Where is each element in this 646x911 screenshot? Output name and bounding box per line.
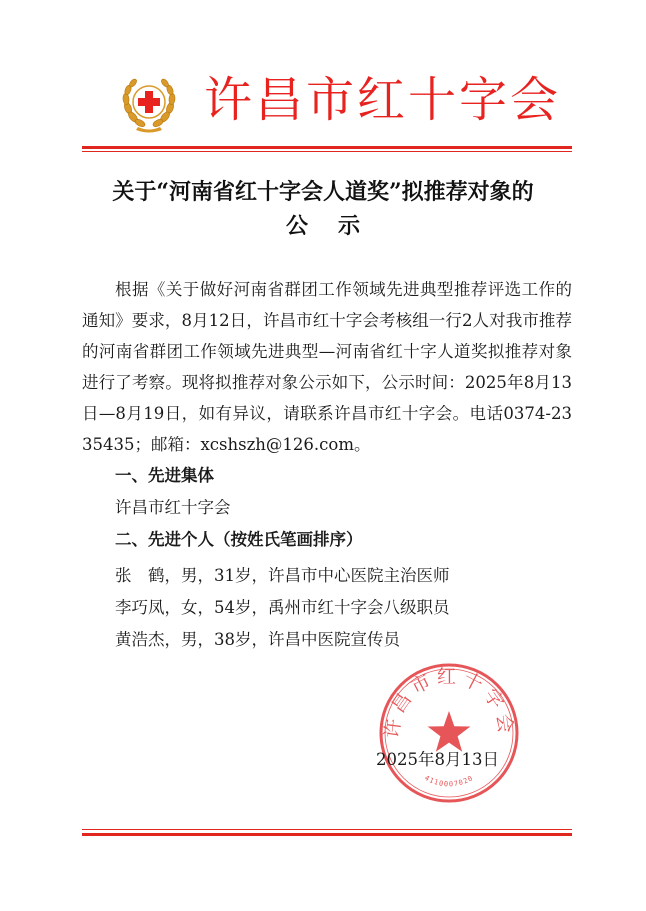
document-title-line2: 公示 <box>285 213 390 239</box>
svg-text:4110007020: 4110007020 <box>423 773 475 789</box>
person-item: 黄浩杰，男，38岁，许昌中医院宣传员 <box>115 630 400 649</box>
section-heading-collective: 一、先进集体 <box>115 466 214 485</box>
person-item: 张 鹤，男，31岁，许昌市中心医院主治医师 <box>115 566 450 585</box>
official-seal-stamp <box>377 661 521 805</box>
collective-item: 许昌市红十字会 <box>115 498 231 517</box>
document-title-line1: 关于“河南省红十字会人道奖”拟推荐对象的 <box>112 179 534 205</box>
header-rule-thin <box>82 151 572 152</box>
section-heading-individuals: 二、先进个人（按姓氏笔画排序） <box>115 530 363 549</box>
footer-rule-thin <box>82 829 572 830</box>
header-rule-thick <box>82 146 572 149</box>
footer-rule-thick <box>82 833 572 836</box>
organization-name: 许昌市红十字会 <box>204 72 562 128</box>
issue-date: 2025年8月13日 <box>376 750 499 769</box>
person-item: 李巧凤，女，54岁，禹州市红十字会八级职员 <box>115 598 450 617</box>
red-cross-emblem-icon <box>118 72 180 134</box>
red-star-seal-icon <box>428 711 471 752</box>
letterhead <box>0 62 646 142</box>
svg-text:许昌市红十字会: 许昌市红十字会 <box>381 666 517 740</box>
body-paragraph: 根据《关于做好河南省群团工作领域先进典型推荐评选工作的通知》要求，8月12日，许昌市红十字会考核组一行2人对我市推荐的河南省群团工作领域先进典型—河南省红十字人道奖拟推荐对象进行了考察。现将拟推荐对象公示如下，公示时间：2025年8月13日—8月19日，如有异议，请联系许昌市红十字会。电话0374-2335435；邮箱：xcshszh@126.com。 <box>82 280 572 454</box>
